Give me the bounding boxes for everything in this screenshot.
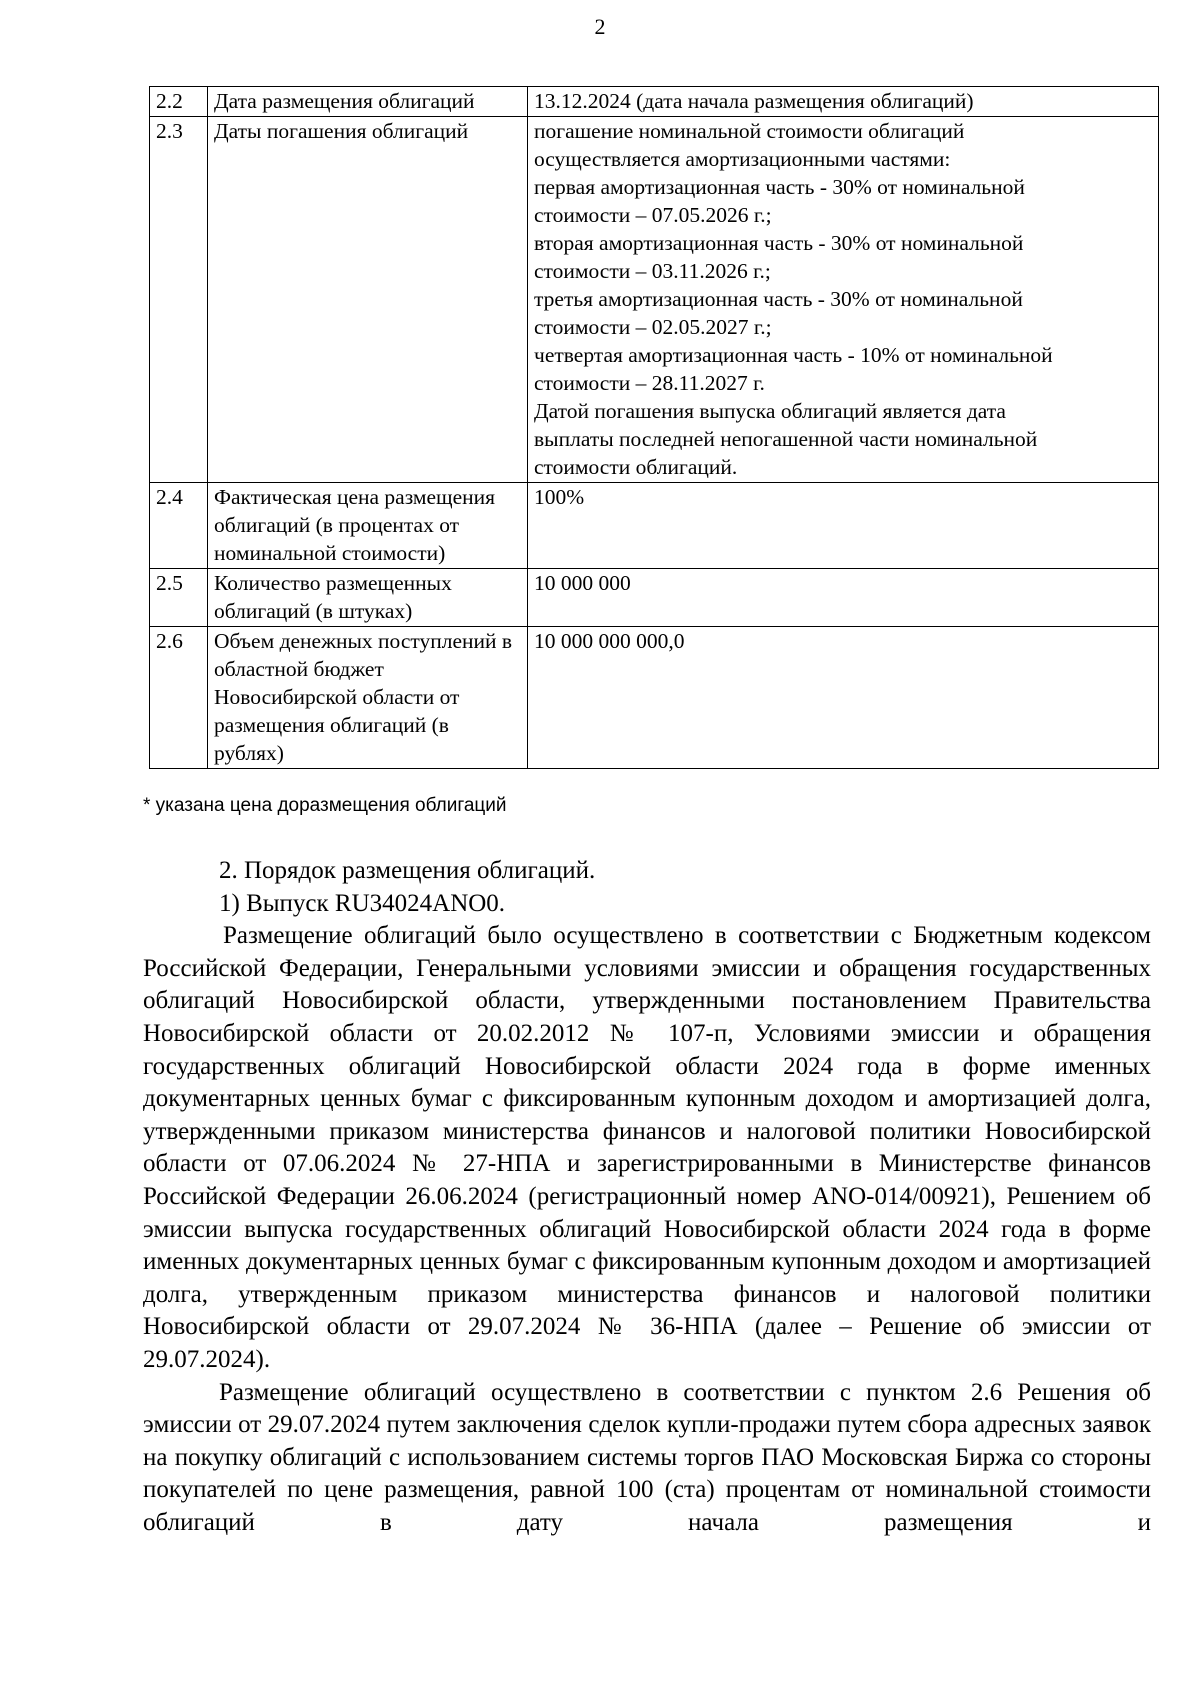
row-number: 2.2 [150, 87, 208, 117]
table-row [150, 117, 1159, 483]
table-footnote: * указана цена доразмещения облигаций [143, 795, 507, 816]
row-value: 10 000 000 [528, 569, 1159, 627]
row-number: 2.5 [150, 569, 208, 627]
paragraph: Размещение облигаций осуществлено в соответствии с пунктом 2.6 Решения об эмиссии от 29.07.2024 путем заключения сделок купли-продажи путем сбора адресных заявок на покупку облигаций с использованием системы торгов ПАО Московская Биржа со стороны покупателей по цене размещения, равной 100 (ста) процентам от номинальной стоимости облигаций в дату начала размещения и [143, 1378, 1151, 1536]
row-number: 2.6 [150, 627, 208, 769]
row-label: Даты погашения облигаций [208, 117, 528, 483]
row-label: Количество размещенных облигаций (в штуках) [208, 569, 528, 627]
table-row [150, 569, 1159, 627]
row-value: 13.12.2024 (дата начала размещения облигаций) [528, 87, 1159, 117]
row-value: 100% [528, 483, 1159, 569]
row-number: 2.4 [150, 483, 208, 569]
page-number: 2 [594, 14, 606, 39]
row-number: 2.3 [150, 117, 208, 483]
row-label: Объем денежных поступлений в областной бюджет Новосибирской области от размещения облигаций (в рублях) [208, 627, 528, 769]
document-body [143, 855, 1151, 1539]
row-value: 10 000 000 000,0 [528, 627, 1159, 769]
row-label: Дата размещения облигаций [208, 87, 528, 117]
bond-info-table [149, 86, 1159, 769]
table-row [150, 627, 1159, 769]
table-row [150, 87, 1159, 117]
table-row [150, 483, 1159, 569]
subsection-heading: 1) Выпуск RU34024ANO0. [219, 889, 506, 917]
row-label: Фактическая цена размещения облигаций (в процентах от номинальной стоимости) [208, 483, 528, 569]
row-value: погашение номинальной стоимости облигаций осуществляется амортизационными частями: первая амортизационная часть - 30% от номинальной стоимости – 07.05.2026 г.; вторая амортизационная часть - 30% от номинальной стоимости – 03.11.2026 г.; третья амортизационная часть - 30% от номинальной стоимости – 02.05.2027 г.; четвертая амортизационная часть - 10% от номинальной стоимости – 28.11.2027 г. Датой погашения выпуска облигаций является дата выплаты последней непогашенной части номинальной стоимости облигаций. [528, 117, 1159, 483]
paragraph: Размещение облигаций было осуществлено в соответствии с Бюджетным кодексом Российской Федерации, Генеральными условиями эмиссии и обращения государственных облигаций Новосибирской области, утвержденными постановлением Правительства Новосибирской области от 20.02.2012 № 107-п, Условиями эмиссии и обращения государственных облигаций Новосибирской области 2024 года в форме именных документарных ценных бумаг с фиксированным купонным доходом и амортизацией долга, утвержденными приказом министерства финансов и налоговой политики Новосибирской области от 07.06.2024 № 27-НПА и зарегистрированными в Министерстве финансов Российской Федерации 26.06.2024 (регистрационный номер ANO-014/00921), Решением об эмиссии выпуска государственных облигаций Новосибирской области 2024 года в форме именных документарных ценных бумаг с фиксированным купонным доходом и амортизацией долга, утвержденным приказом министерства финансов и налоговой политики Новосибирской области от 29.07.2024 № 36-НПА (далее – Решение об эмиссии от 29.07.2024). [143, 922, 1151, 1373]
section-heading: 2. Порядок размещения облигаций. [219, 857, 596, 884]
